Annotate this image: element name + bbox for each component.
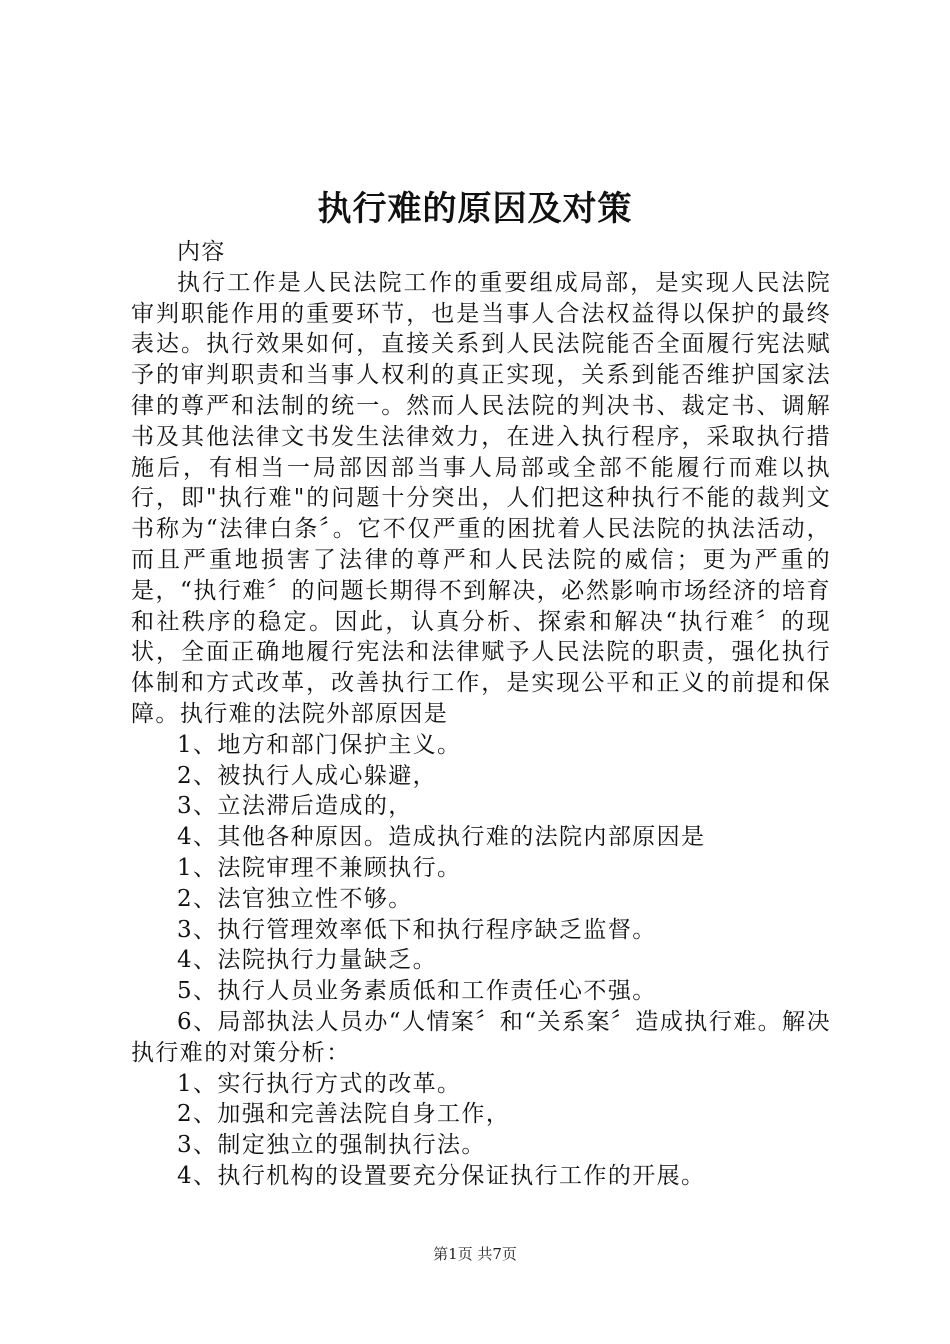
internal-cause-item: 4、法院执行力量缺乏。 [177, 947, 438, 974]
internal-cause-item: 3、执行管理效率低下和执行程序缺乏监督。 [177, 916, 657, 943]
external-cause-item: 1、地方和部门保护主义。 [177, 731, 462, 758]
document-title: 执行难的原因及对策 [317, 189, 633, 229]
countermeasure-item: 1、实行执行方式的改革。 [177, 1070, 462, 1097]
internal-cause-item: 6、局部执法人员办“人情案〞和“关系案〞造成执行难。解决执行难的对策分析： [131, 1008, 831, 1066]
section-label: 内容 [177, 239, 226, 265]
external-cause-item: 4、其他各种原因。造成执行难的法院内部原因是 [177, 824, 706, 851]
internal-cause-item: 5、执行人员业务素质低和工作责任心不强。 [177, 978, 657, 1005]
intro-paragraph: 执行工作是人民法院工作的重要组成局部，是实现人民法院审判职能作用的重要环节，也是当事人合法权益得以保护的最终表达。执行效果如何，直接关系到人民法院能否全面履行宪法赋予的审判职责和当事人权利的真正实现，关系到能否维护国家法律的尊严和法制的统一。然而人民法院的判决书、裁定书、调解书及其他法律文书发生法律效力，在进入执行程序，采取执行措施后，有相当一局部因部当事人局部或全部不能履行而难以执行，即"执行难"的问题十分突出，人们把这种执行不能的裁判文书称为“法律白条〞。它不仅严重的困扰着人民法院的执法活动，而且严重地损害了法律的尊严和人民法院的威信；更为严重的是，“执行难〞的问题长期得不到解决，必然影响市场经济的培育和社秩序的稳定。因此，认真分析、探索和解决“执行难〞的现状，全面正确地履行宪法和法律赋予人民法院的职责，强化执行体制和方式改革，改善执行工作，是实现公平和正义的前提和保障。执行难的法院外部原因是 [131, 269, 831, 727]
document-body [131, 237, 831, 1192]
internal-cause-item: 1、法院审理不兼顾执行。 [177, 854, 462, 881]
page-indicator: 第1页 共7页 [433, 1245, 517, 1263]
countermeasure-item: 3、制定独立的强制执行法。 [177, 1132, 486, 1159]
countermeasure-item: 2、加强和完善法院自身工作， [177, 1101, 511, 1128]
internal-cause-item: 2、法官独立性不够。 [177, 885, 413, 912]
external-cause-item: 3、立法滞后造成的， [177, 793, 413, 820]
external-cause-item: 2、被执行人成心躲避， [177, 762, 438, 789]
countermeasure-item: 4、执行机构的设置要充分保证执行工作的开展。 [177, 1162, 706, 1189]
